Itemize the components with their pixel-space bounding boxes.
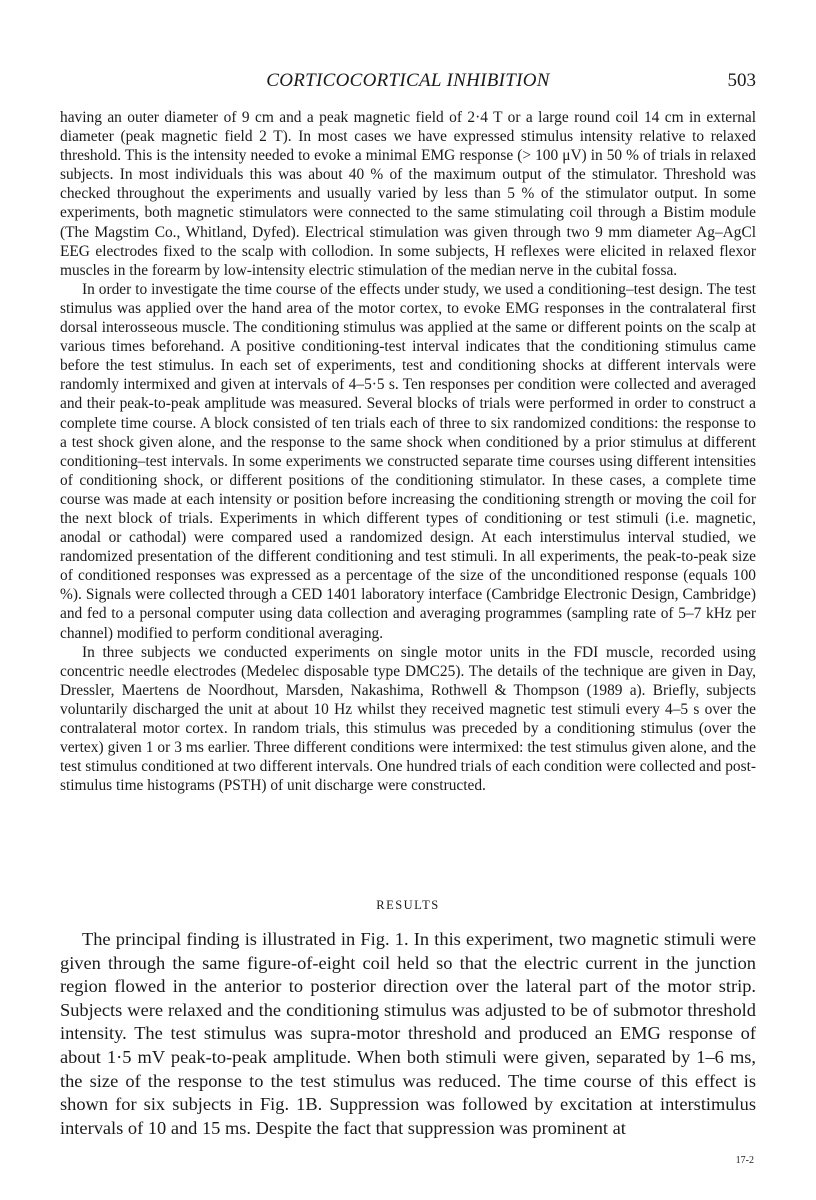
methods-paragraph-3: In three subjects we conducted experiments on single motor units in the FDI muscle, recorded using concentric needle electrodes (Medelec disposable type DMC25). The details of the technique are given in Day, Dressler, Maertens de Noordhout, Marsden, Nakashima, Rothwell & Thompson (1989 a). Briefly, subjects voluntarily discharged the unit at about 10 Hz whilst they received magnetic test stimuli every 4–5 s over the contralateral motor cortex. In random trials, this stimulus was preceded by a conditioning stimulus (over the vertex) given 1 or 3 ms earlier. Three different conditions were intermixed: the test stimulus given alone, and the test stimulus conditioned at two different intervals. One hundred trials of each condition were collected and post-stimulus time histograms (PSTH) of unit discharge were constructed. xyxy=(60,643,756,795)
methods-paragraph-1: having an outer diameter of 9 cm and a peak magnetic field of 2·4 T or a large round coil 14 cm in external diameter (peak magnetic field 2 T). In most cases we have expressed stimulus intensity relative to relaxed threshold. This is the intensity needed to evoke a minimal EMG response (> 100 μV) in 50 % of trials in relaxed subjects. In most individuals this was about 40 % of the maximum output of the stimulator. Threshold was checked throughout the experiments and usually varied by less than 5 % of the stimulator output. In some experiments, both magnetic stimulators were connected to the same stimulating coil through a Bistim module (The Magstim Co., Whitland, Dyfed). Electrical stimulation was given through two 9 mm diameter Ag–AgCl EEG electrodes fixed to the scalp with collodion. In some subjects, H reflexes were elicited in relaxed flexor muscles in the forearm by low-intensity electric stimulation of the median nerve in the cubital fossa. xyxy=(60,109,756,279)
page-number: 503 xyxy=(727,70,756,91)
results-heading: RESULTS xyxy=(376,898,440,912)
results-paragraph: The principal finding is illustrated in Fig. 1. In this experiment, two magnetic stimuli were given through the same figure-of-eight coil held so that the electric current in the junction region flowed in the anterior to posterior direction over the lateral part of the motor strip. Subjects were relaxed and the conditioning stimulus was adjusted to be of submotor threshold intensity. The test stimulus was supra-motor threshold and produced an EMG response of about 1·5 mV peak-to-peak amplitude. When both stimuli were given, separated by 1–6 ms, the size of the response to the test stimulus was reduced. The time course of this effect is shown for six subjects in Fig. 1B. Suppression was followed by excitation at interstimulus intervals of 10 and 15 ms. Despite the fact that suppression was prominent at xyxy=(60,929,756,1138)
running-title: CORTICOCORTICAL INHIBITION xyxy=(266,70,550,91)
folio-signature: 17-2 xyxy=(735,1155,754,1166)
results-text xyxy=(60,928,756,1140)
methods-text xyxy=(60,108,756,795)
methods-paragraph-2: In order to investigate the time course of the effects under study, we used a conditioning–test design. The test stimulus was applied over the hand area of the motor cortex, to evoke EMG responses in the contralateral first dorsal interosseous muscle. The conditioning stimulus was applied at the same or different points on the scalp at various times beforehand. A positive conditioning-test interval indicates that the conditioning stimulus came before the test stimulus. In each set of experiments, test and conditioning shocks at different intervals were randomly intermixed and given at intervals of 4–5·5 s. Ten responses per condition were collected and averaged and their peak-to-peak amplitude was measured. Several blocks of trials were performed in order to construct a complete time course. A block consisted of ten trials each of three to six randomized conditions: the response to a test shock given alone, and the response to the same shock when conditioned by a prior stimulus at different conditioning–test intervals. In some experiments we constructed separate time courses using different intensities of conditioning shock, or different positions of the conditioning stimulator. In these cases, a complete time course was made at each intensity or position before increasing the conditioning strength or moving the coil for the next block of trials. Experiments in which different types of conditioning or test stimuli (i.e. magnetic, anodal or cathodal) were compared used a randomized design. At each interstimulus interval studied, we randomized presentation of the different conditioning and test stimuli. In all experiments, the peak-to-peak size of conditioned responses was expressed as a percentage of the size of the unconditioned response (equals 100 %). Signals were collected through a CED 1401 laboratory interface (Cambridge Electronic Design, Cambridge) and fed to a personal computer using data collection and averaging programmes (sampling rate of 5–7 kHz per channel) modified to perform conditional averaging. xyxy=(60,280,756,642)
running-head xyxy=(60,70,756,98)
